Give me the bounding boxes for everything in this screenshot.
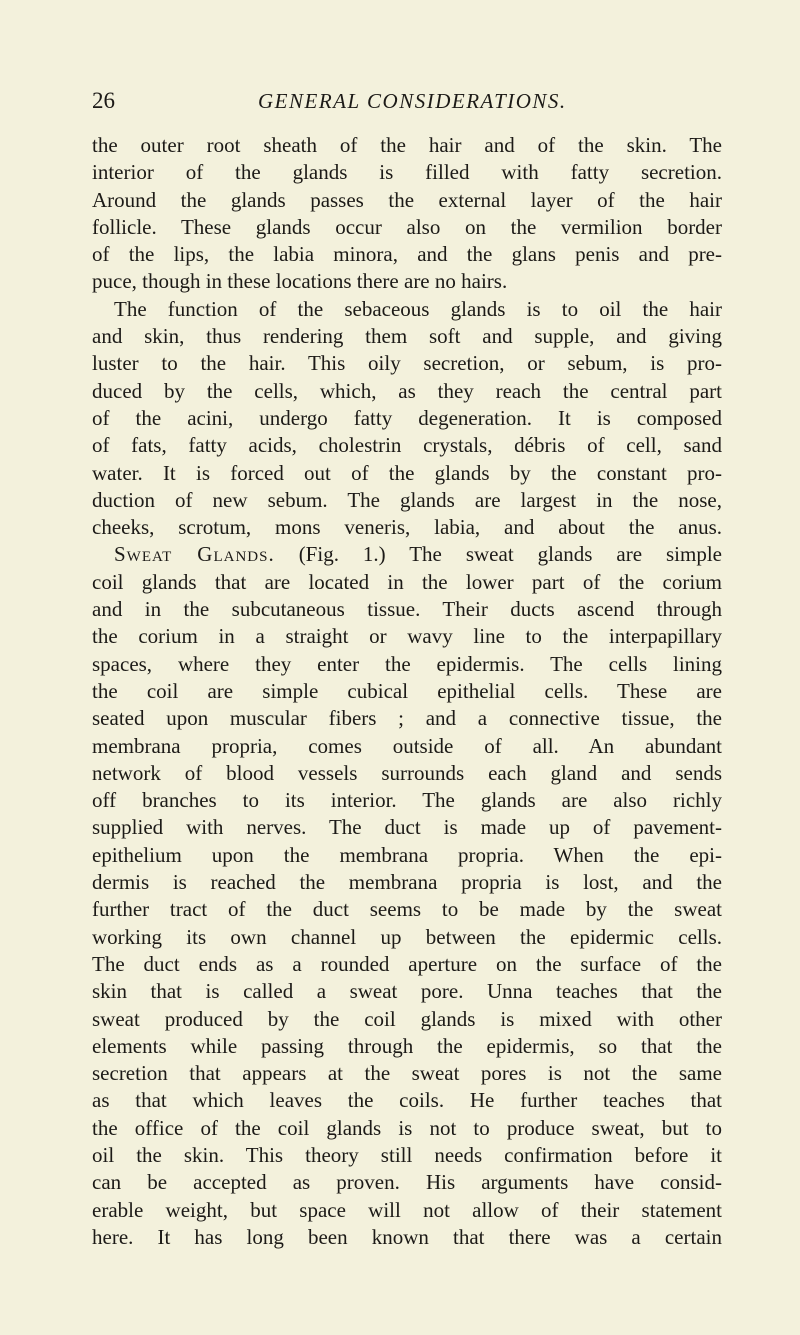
text-line: luster to the hair. This oily secretion, or sebum, is pro-	[92, 351, 722, 376]
text-line: water. It is forced out of the glands by the constant pro-	[92, 460, 722, 485]
text-line: the corium in a straight or wavy line to the interpapillary	[92, 624, 722, 649]
text-line: coil glands that are located in the lower part of the corium	[92, 569, 722, 594]
text-line: the outer root sheath of the hair and of the skin. The	[92, 133, 722, 157]
text-line: membrana propria, comes outside of all. An abundant	[92, 733, 722, 758]
text-line: duced by the cells, which, as they reach the central part	[92, 378, 722, 403]
text-line: skin that is called a sweat pore. Unna teaches that the	[92, 979, 722, 1004]
text-line: erable weight, but space will not allow of their statement	[92, 1197, 722, 1222]
text-line: further tract of the duct seems to be made by the sweat	[92, 897, 722, 922]
text-line: follicle. These glands occur also on the vermilion border	[92, 214, 722, 239]
text-line: and skin, thus rendering them soft and supple, and giving	[92, 324, 722, 349]
text-line: duction of new sebum. The glands are largest in the nose,	[92, 487, 722, 512]
text-line: the coil are simple cubical epithelial cells. These are	[92, 678, 722, 703]
running-title: GENERAL CONSIDERATIONS.	[258, 89, 567, 113]
text-line: The function of the sebaceous glands is to oil the hair	[114, 296, 722, 321]
text-line: epithelium upon the membrana propria. When the epi-	[92, 842, 722, 867]
text-line: and in the subcutaneous tissue. Their ducts ascend through	[92, 597, 722, 622]
text-line: elements while passing through the epidermis, so that the	[92, 1033, 722, 1058]
text-line: off branches to its interior. The glands are also richly	[92, 788, 722, 813]
text-line: as that which leaves the coils. He further teaches that	[92, 1088, 722, 1113]
text-line: interior of the glands is filled with fatty secretion.	[92, 160, 722, 185]
text-line: secretion that appears at the sweat pores is not the same	[92, 1061, 722, 1086]
text-line: Around the glands passes the external layer of the hair	[92, 187, 722, 212]
text-line: the office of the coil glands is not to produce sweat, but to	[92, 1115, 722, 1140]
running-head	[0, 86, 800, 116]
text-line: can be accepted as proven. His arguments have consid-	[92, 1170, 722, 1195]
page-number: 26	[92, 88, 115, 113]
text-line: cheeks, scrotum, mons veneris, labia, and about the anus.	[92, 515, 722, 540]
section-heading: Sweat Glands.	[114, 542, 275, 567]
text-line: puce, though in these locations there are no hairs.	[92, 269, 508, 294]
text-line: spaces, where they enter the epidermis. The cells lining	[92, 651, 722, 676]
section-heading-text: (Fig. 1.) The sweat glands are simple	[298, 542, 723, 567]
text-line: The duct ends as a rounded aperture on the surface of the	[92, 951, 722, 976]
text-line: of the lips, the labia minora, and the glans penis and pre-	[92, 242, 722, 267]
text-line: supplied with nerves. The duct is made up of pavement-	[92, 815, 722, 840]
body-text	[92, 132, 722, 1251]
text-line: here. It has long been known that there was a certain	[92, 1224, 722, 1249]
text-line: oil the skin. This theory still needs confirmation before it	[92, 1142, 722, 1167]
text-line: seated upon muscular fibers ; and a connective tissue, the	[92, 706, 722, 731]
text-line: dermis is reached the membrana propria is lost, and the	[92, 870, 722, 895]
text-line: of fats, fatty acids, cholestrin crystals, débris of cell, sand	[92, 433, 722, 458]
text-line: working its own channel up between the epidermic cells.	[92, 924, 722, 949]
text-line: network of blood vessels surrounds each gland and sends	[92, 760, 722, 785]
text-line: sweat produced by the coil glands is mixed with other	[92, 1006, 722, 1031]
text-line	[92, 541, 722, 568]
text-line: of the acini, undergo fatty degeneration. It is composed	[92, 405, 722, 430]
